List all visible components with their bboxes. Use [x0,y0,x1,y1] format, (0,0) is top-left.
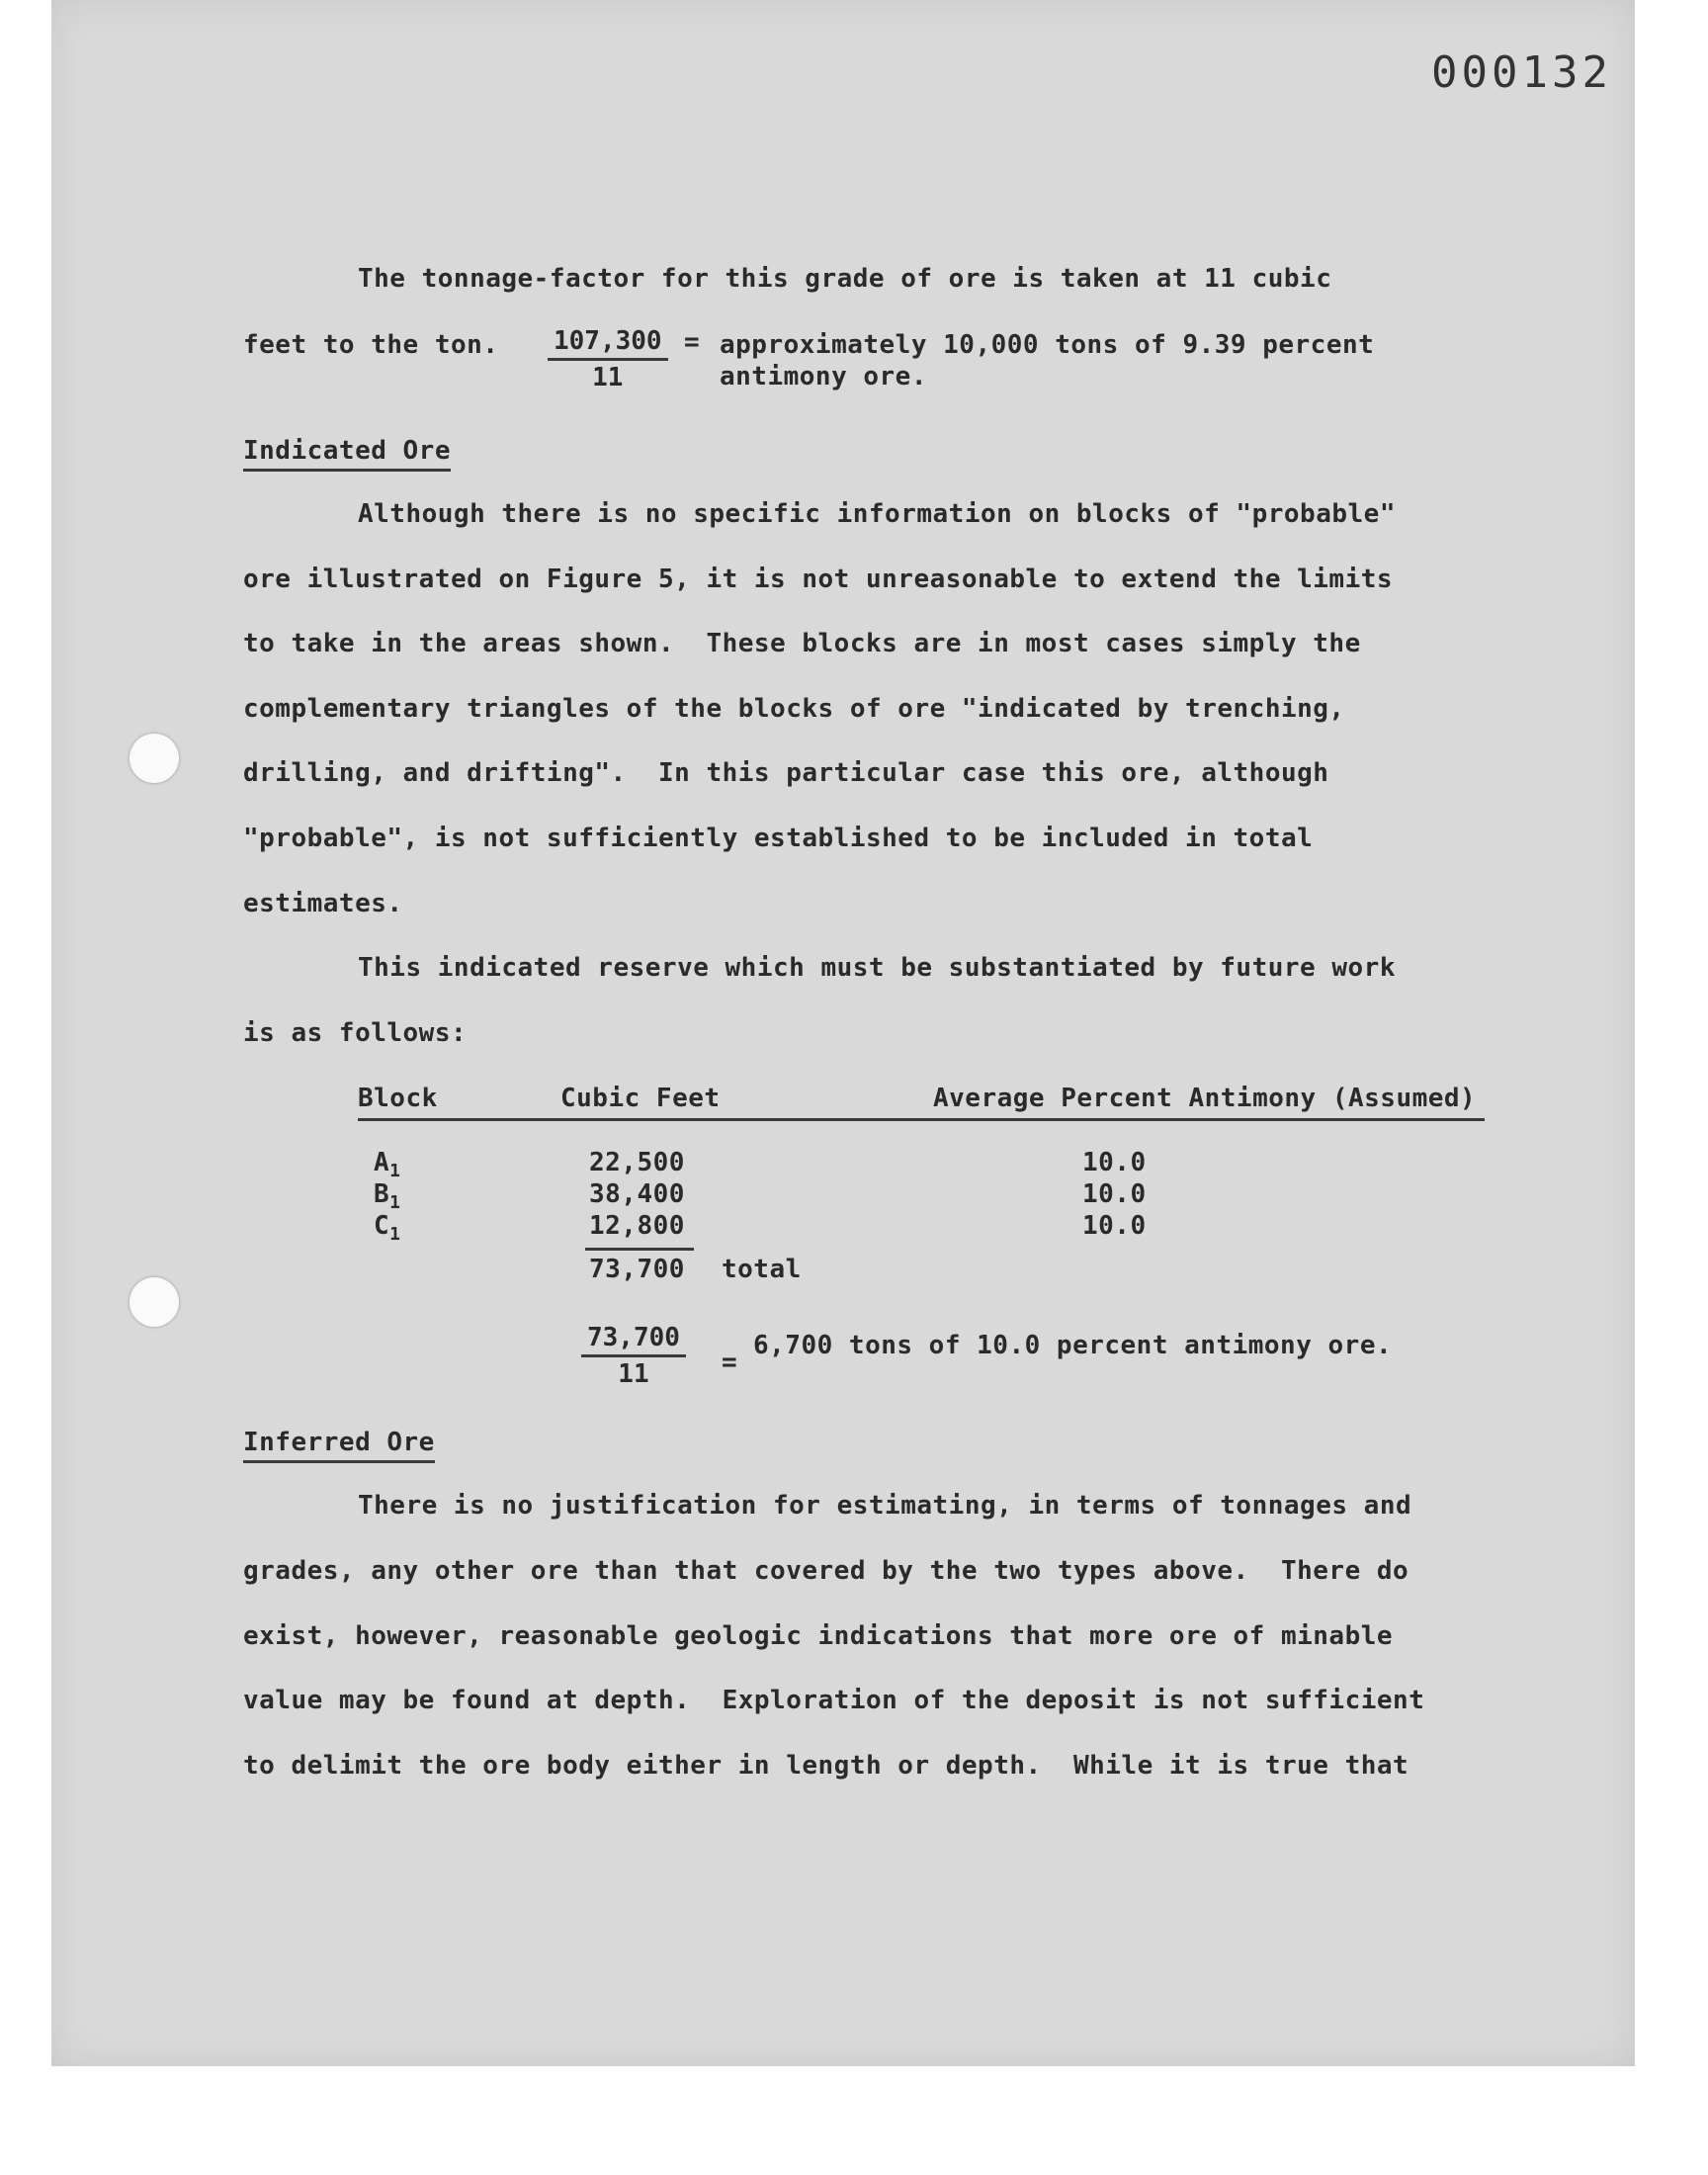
indicated-heading: Indicated Ore [243,435,451,472]
indicated-para2-line-1: This indicated reserve which must be substantiated by future work [358,953,1396,983]
page-number: 000132 [1431,47,1612,98]
table-row-a-percent: 10.0 [1082,1148,1147,1177]
inferred-para-line-1: There is no justification for estimating, in terms of tonnages and [358,1491,1412,1521]
indicated-calc-fraction [581,1323,686,1389]
indicated-para1-line-7: estimates. [243,889,403,918]
indicated-para1-line-6: "probable", is not sufficiently established to be included in total [243,824,1314,853]
table-row-a-cubic-feet: 22,500 [589,1148,685,1177]
inferred-heading: Inferred Ore [243,1427,435,1463]
table-header-percent: Average Percent Antimony (Assumed) [933,1084,1477,1113]
table-header-block: Block [358,1084,438,1113]
intro-equals: = [684,327,701,357]
table-row-c-percent: 10.0 [1082,1211,1147,1241]
intro-fraction [548,326,668,392]
indicated-para2-line-2: is as follows: [243,1018,468,1048]
inferred-para-line-3: exist, however, reasonable geologic indications that more ore of minable [243,1621,1394,1651]
table-total-label: total [722,1255,802,1284]
indicated-calc-denominator: 11 [618,1359,649,1389]
punch-hole-bottom [129,1277,179,1327]
intro-line-3: antimony ore. [720,362,927,392]
table-total-value: 73,700 [589,1255,685,1284]
intro-line-2-suffix: approximately 10,000 tons of 9.39 percent [720,330,1375,360]
indicated-calc-equals: = [722,1348,738,1377]
table-row-b-block: $B_1$ [374,1179,401,1213]
intro-fraction-denominator: 11 [592,363,624,392]
table-header-cubic-feet: Cubic Feet [560,1084,721,1113]
table-header-rule [358,1118,1485,1121]
inferred-para-line-2: grades, any other ore than that covered by the two types above. There do [243,1556,1409,1586]
intro-line-2-prefix: feet to the ton. [243,330,499,360]
table-sum-rule [585,1248,694,1251]
table-row-b-cubic-feet: 38,400 [589,1179,685,1209]
table-row-b-percent: 10.0 [1082,1179,1147,1209]
indicated-para1-line-1: Although there is no specific information on blocks of "probable" [358,499,1396,529]
inferred-para-line-5: to delimit the ore body either in length or depth. While it is true that [243,1751,1409,1781]
indicated-calc-numerator: 73,700 [581,1323,686,1357]
indicated-para1-line-2: ore illustrated on Figure 5, it is not unreasonable to extend the limits [243,565,1394,594]
punch-hole-top [129,734,179,783]
indicated-para1-line-3: to take in the areas shown. These blocks are in most cases simply the [243,629,1361,658]
indicated-para1-line-4: complementary triangles of the blocks of ore "indicated by trenching, [243,694,1345,724]
intro-fraction-numerator: 107,300 [548,326,668,361]
table-row-c-cubic-feet: 12,800 [589,1211,685,1241]
table-row-c-block: $C_1$ [374,1211,401,1245]
indicated-para1-line-5: drilling, and drifting". In this particular case this ore, although [243,758,1329,788]
table-row-a-block: $A_1$ [374,1148,401,1181]
intro-line-1: The tonnage-factor for this grade of ore is taken at 11 cubic [358,264,1332,294]
inferred-para-line-4: value may be found at depth. Exploration of the deposit is not sufficient [243,1686,1425,1715]
indicated-calc-result: 6,700 tons of 10.0 percent antimony ore. [753,1331,1393,1360]
